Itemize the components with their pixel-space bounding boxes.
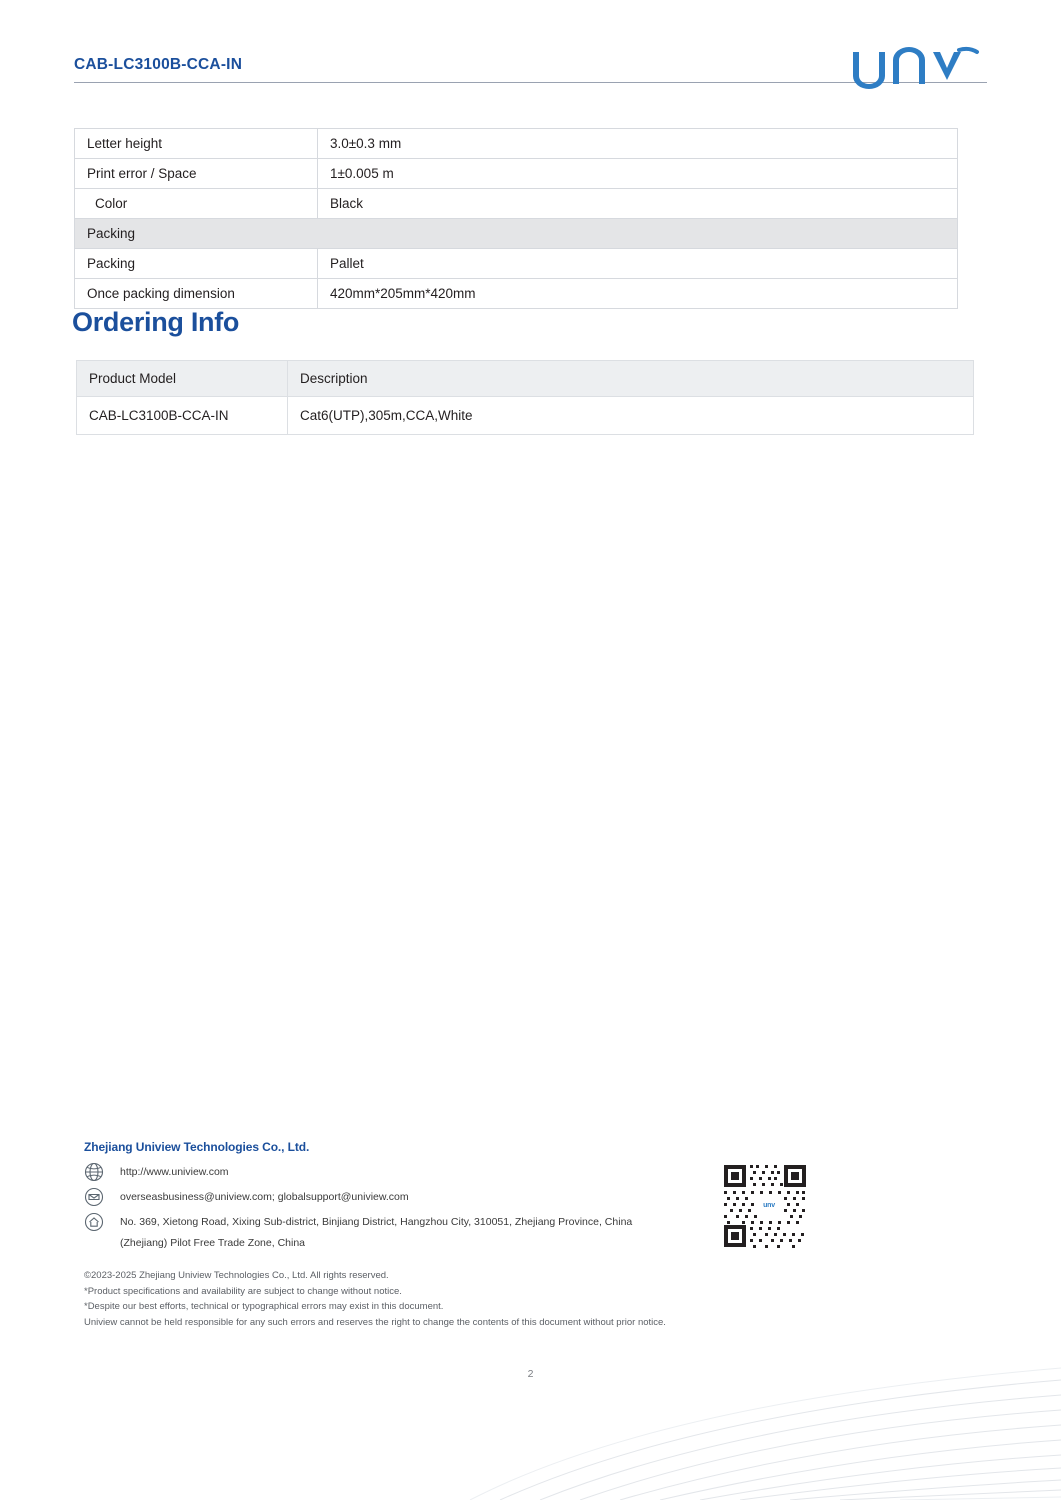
cell-product-model: CAB-LC3100B-CCA-IN — [77, 397, 288, 435]
legal-line-1: ©2023-2025 Zhejiang Uniview Technologies Co., Ltd. All rights reserved. — [84, 1270, 389, 1281]
table-row — [75, 129, 958, 159]
spec-label: Print error / Space — [75, 159, 318, 189]
address-line-2: (Zhejiang) Pilot Free Trade Zone, China — [120, 1237, 306, 1249]
legal-line-3: *Despite our best efforts, technical or typographical errors may exist in this document. — [84, 1301, 444, 1312]
spec-table-body — [75, 129, 958, 309]
column-header-product-model: Product Model — [77, 361, 288, 397]
specification-table — [74, 128, 958, 309]
page-header — [74, 46, 987, 92]
spec-label: Color — [75, 189, 318, 219]
home-icon — [84, 1212, 104, 1232]
spec-value: 3.0±0.3 mm — [318, 129, 958, 159]
qr-center-label: unv — [758, 1199, 780, 1213]
email-text[interactable]: overseasbusiness@uniview.com; globalsupport@uniview.com — [120, 1191, 409, 1203]
table-row — [75, 159, 958, 189]
ordering-table-body — [77, 397, 974, 435]
page-footer — [84, 1140, 984, 1330]
ordering-table-head — [77, 361, 974, 397]
address-row — [84, 1212, 984, 1254]
legal-notice — [84, 1268, 984, 1330]
spec-label: Once packing dimension — [75, 279, 318, 309]
spec-label: Letter height — [75, 129, 318, 159]
spec-label: Packing — [75, 249, 318, 279]
page-title: CAB-LC3100B-CCA-IN — [74, 56, 243, 73]
website-row — [84, 1162, 984, 1184]
envelope-icon — [84, 1187, 104, 1207]
address-line-1: No. 369, Xietong Road, Xixing Sub-district, Binjiang District, Hangzhou City, 310051, Zhejiang Province, China — [120, 1216, 633, 1228]
table-row — [75, 249, 958, 279]
company-name: Zhejiang Uniview Technologies Co., Ltd. — [84, 1140, 310, 1154]
spec-value: 420mm*205mm*420mm — [318, 279, 958, 309]
unv-logo-icon — [847, 46, 987, 94]
table-row — [77, 397, 974, 435]
spec-value: Black — [318, 189, 958, 219]
qr-code — [722, 1163, 808, 1249]
globe-icon — [84, 1162, 104, 1182]
table-row — [75, 279, 958, 309]
address-block — [120, 1212, 632, 1254]
legal-line-4: Uniview cannot be held responsible for any such errors and reserves the right to change the contents of this document without prior notice. — [84, 1316, 666, 1328]
column-header-description: Description — [288, 361, 974, 397]
table-section-row — [75, 219, 958, 249]
spec-value: 1±0.005 m — [318, 159, 958, 189]
cell-description: Cat6(UTP),305m,CCA,White — [288, 397, 974, 435]
email-row — [84, 1187, 984, 1209]
page-number: 2 — [527, 1368, 534, 1380]
ordering-info-heading: Ordering Info — [72, 307, 240, 337]
website-text[interactable]: http://www.uniview.com — [120, 1166, 229, 1178]
spec-value: Pallet — [318, 249, 958, 279]
table-header-row — [77, 361, 974, 397]
table-row — [75, 189, 958, 219]
ordering-info-table — [76, 360, 974, 435]
spec-section-label: Packing — [75, 219, 958, 249]
legal-line-2: *Product specifications and availability are subject to change without notice. — [84, 1285, 402, 1297]
